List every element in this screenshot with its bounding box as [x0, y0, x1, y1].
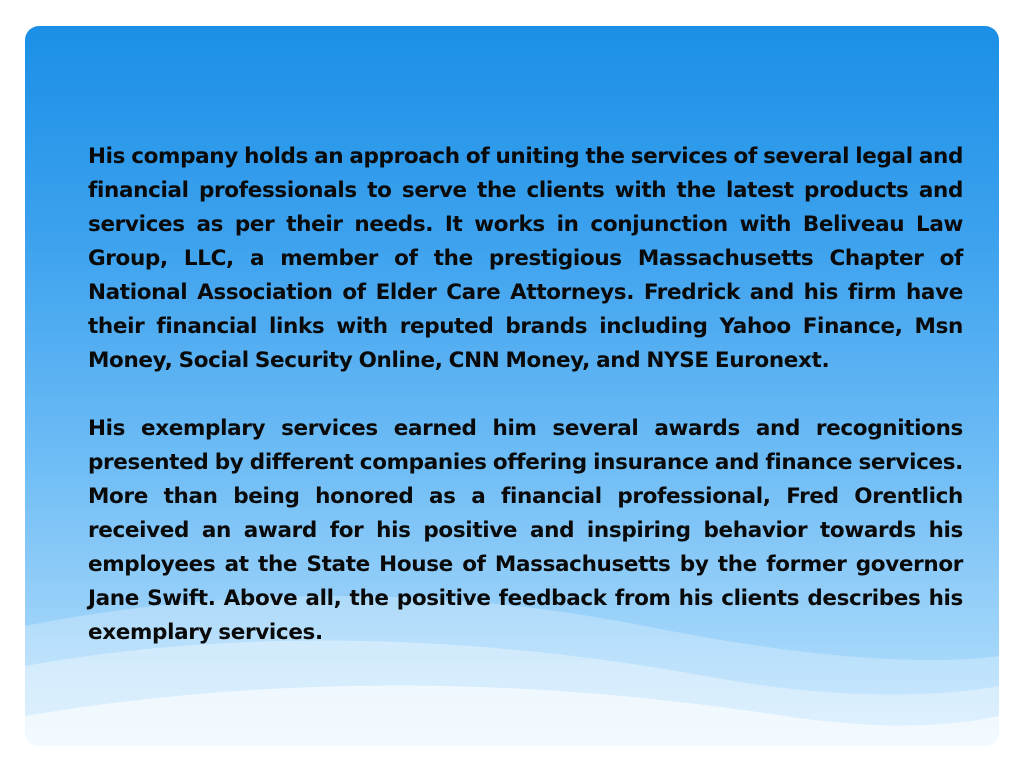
paragraph-company: His company holds an approach of uniting the services of several legal and financial professionals to serve the clients with the latest products and services as per their needs. It works in conjunction with Beliveau Law Group, LLC, a member of the prestigious Massachusetts Chapter of National Association of Elder Care Attorneys. Fredrick and his firm have their financial links with reputed brands including Yahoo Finance, Msn Money, Social Security Online, CNN Money, and NYSE Euronext.: [88, 144, 964, 373]
paragraph-awards: His exemplary services earned him several awards and recognitions presented by different companies offering insurance and finance services. More than being honored as a financial professional, Fred Orentlich received an award for his positive and inspiring behavior towards his employees at the State House of Massachusetts by the former governor Jane Swift. Above all, the positive feedback from his clients describes his exemplary services.: [88, 416, 963, 645]
body-text: [88, 140, 963, 650]
